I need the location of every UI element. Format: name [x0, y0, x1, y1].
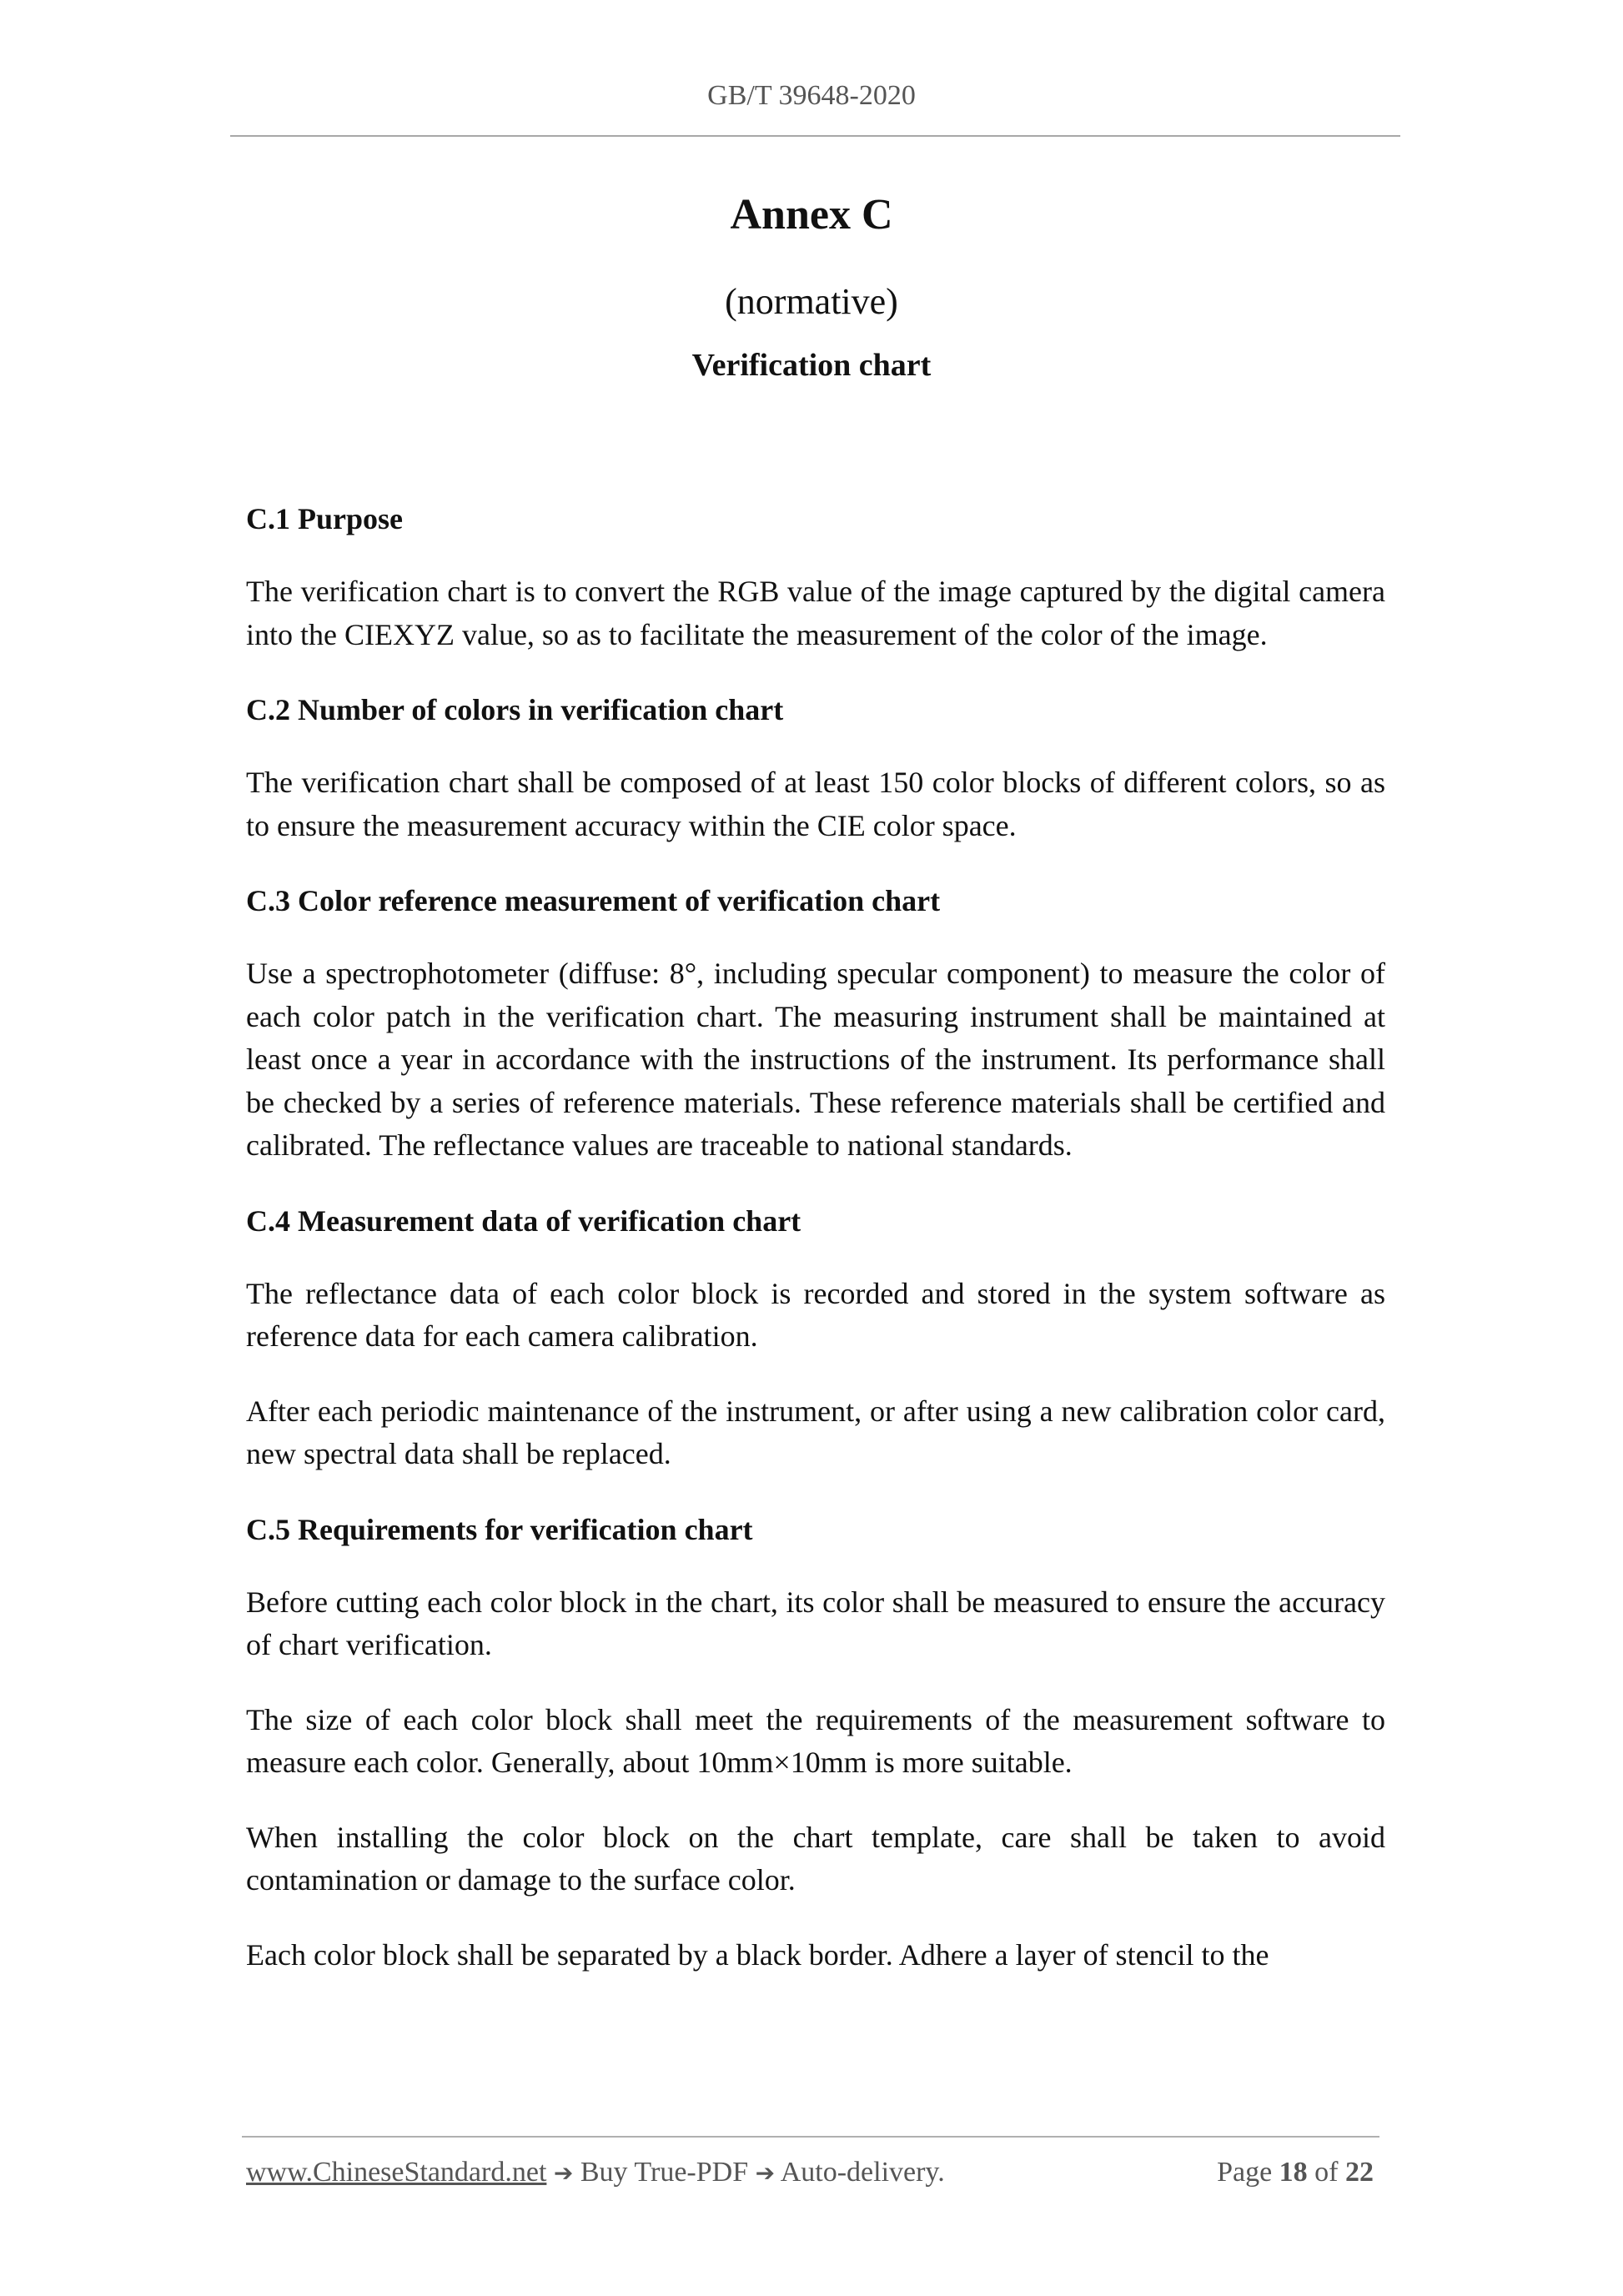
- paragraph: Before cutting each color block in the chart, its color shall be measured to ensure the accuracy of chart verification.: [246, 1585, 1385, 1661]
- page-number: [1217, 2157, 1374, 2188]
- arrow-right-icon: ➔: [553, 2159, 574, 2187]
- header-divider: [230, 135, 1400, 137]
- buy-text: Buy True-PDF: [580, 2157, 749, 2188]
- page-label: Page: [1217, 2157, 1273, 2188]
- paragraph: When installing the color block on the chart template, care shall be taken to avoid contamination or damage to the surface color.: [246, 1820, 1385, 1897]
- annex-type: (normative): [725, 281, 898, 322]
- page-current: 18: [1279, 2157, 1308, 2188]
- document-body: [246, 497, 1385, 2008]
- paragraph: After each periodic maintenance of the instrument, or after using a new calibration color card, new spectral data shall be replaced.: [246, 1394, 1385, 1470]
- section-heading: C.2 Number of colors in verification chart: [246, 693, 784, 726]
- chinesestandard-link[interactable]: www.ChineseStandard.net: [246, 2157, 547, 2188]
- section-c2: [246, 688, 1385, 847]
- annex-title: Annex C: [730, 191, 893, 239]
- section-c4: [246, 1199, 1385, 1476]
- paragraph: The verification chart shall be composed of at least 150 color blocks of different colors, so as to ensure the measurement accuracy within the CIE color space.: [246, 766, 1385, 842]
- page-of: of: [1314, 2157, 1339, 2188]
- footer-promo: [246, 2157, 945, 2188]
- delivery-text: Auto-delivery.: [780, 2157, 945, 2188]
- footer-divider: [242, 2136, 1379, 2138]
- page-footer: [246, 2157, 1374, 2188]
- section-c1: [246, 497, 1385, 656]
- paragraph: Use a spectrophotometer (diffuse: 8°, including specular component) to measure the color of each color patch in the verification chart. The measuring instrument shall be maintained at least once a year in accordance with the instructions of the instrument. Its performance shall be checked by a series of reference materials. These reference materials shall be certified and calibrated. The reflectance values are traceable to national standards.: [246, 957, 1385, 1162]
- section-c3: [246, 879, 1385, 1168]
- annex-name: Verification chart: [691, 348, 932, 383]
- page-total: 22: [1345, 2157, 1374, 2188]
- standard-id-header: GB/T 39648-2020: [707, 80, 916, 111]
- section-heading: C.4 Measurement data of verification chart: [246, 1203, 801, 1238]
- section-heading: C.5 Requirements for verification chart: [246, 1512, 753, 1546]
- section-heading: C.3 Color reference measurement of verification chart: [246, 884, 941, 917]
- section-heading: C.1 Purpose: [246, 502, 403, 535]
- section-c5: [246, 1508, 1385, 1977]
- paragraph: The verification chart is to convert the RGB value of the image captured by the digital camera into the CIEXYZ value, so as to facilitate the measurement of the color of the image.: [246, 575, 1385, 651]
- arrow-right-icon: ➔: [755, 2159, 776, 2187]
- paragraph: The reflectance data of each color block is recorded and stored in the system software as reference data for each camera calibration.: [246, 1276, 1385, 1353]
- paragraph: The size of each color block shall meet the requirements of the measurement software to measure each color. Generally, about 10mm×10mm is more suitable.: [246, 1702, 1385, 1779]
- paragraph: Each color block shall be separated by a black border. Adhere a layer of stencil to the: [246, 1937, 1269, 1972]
